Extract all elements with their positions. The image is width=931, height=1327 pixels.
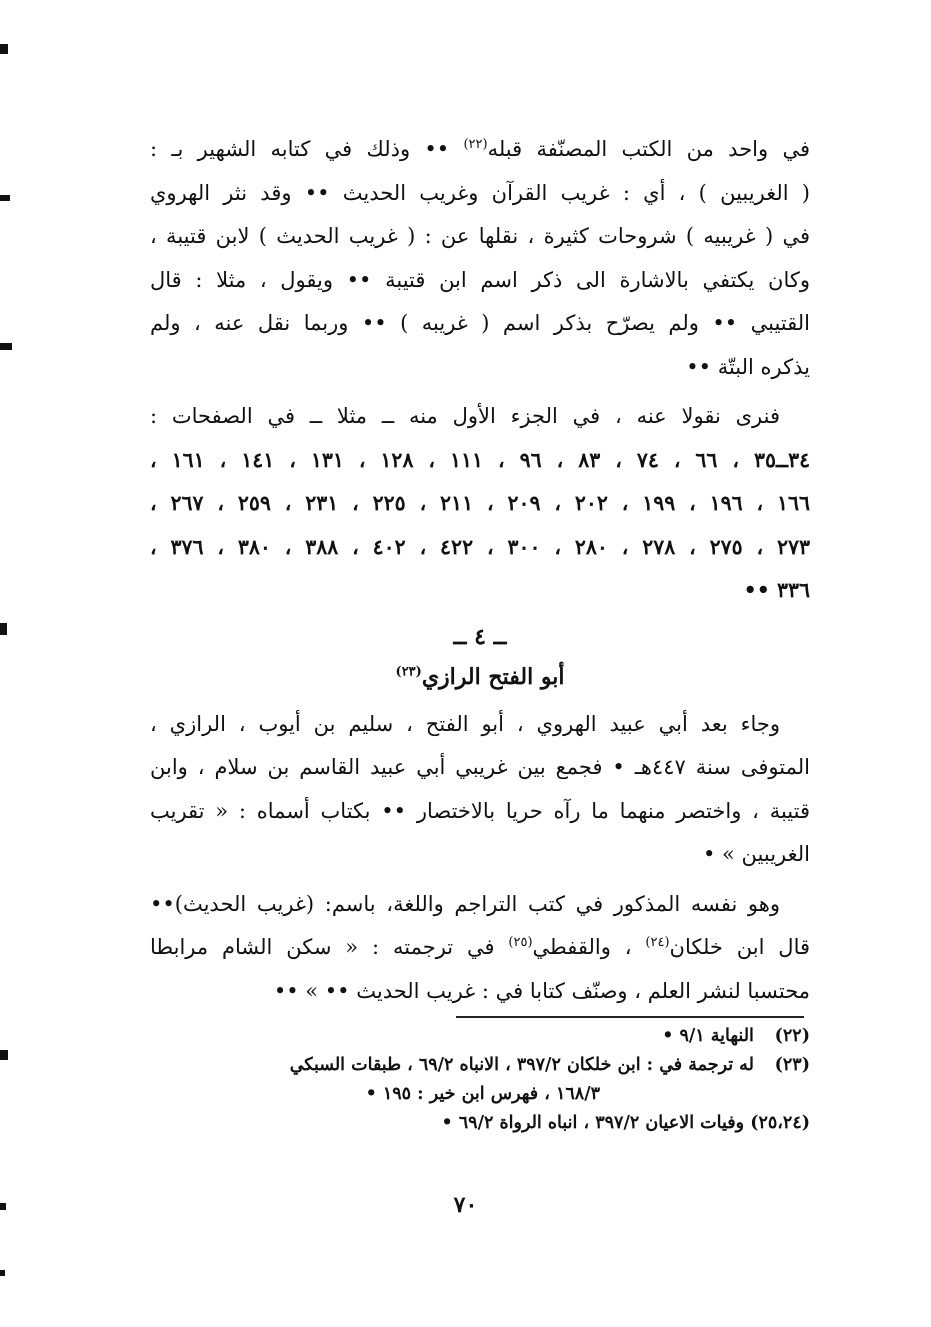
footnote-mark: (٢٥،٢٤) (750, 1113, 810, 1133)
footnote-ref[interactable]: (٢٤) (645, 935, 670, 950)
footnote-ref[interactable]: (٢٢) (463, 137, 488, 152)
footnote-ref[interactable]: (٢٥) (508, 935, 533, 950)
main-text (150, 128, 810, 1013)
section-title: أبو الفتح الرازي$^{(٢٣)}$ (395, 663, 565, 690)
page-refs-line: ٢٧٣ ، ٢٧٥ ، ٢٧٨ ، ٢٨٠ ، ٣٠٠ ، ٤٢٢ ، ٤٠٢ ، ٣٨٨ ، ٣٨٠ ، ٣٧٦ ، (150, 534, 811, 559)
scan-speck (0, 1050, 8, 1060)
text-line: فنرى نقولا عنه ، في الجزء الأول منه ــ مثلا ــ في الصفحات : (150, 404, 780, 428)
page-number: ٧٠ (453, 1192, 478, 1218)
text-line: المتوفى سنة ٤٤٧هـ • فجمع بين غريبي أبي عبيد القاسم بن سلام ، وابن (150, 755, 810, 779)
text-line: في ( غريبيه ) شروحات كثيرة ، نقلها عن : ( غريب الحديث ) لابن قتيبة ، (150, 224, 810, 248)
scan-speck (0, 44, 8, 54)
footnote-continuation: ١٦٨/٣ ، فهرس ابن خير : ١٩٥ • (365, 1084, 600, 1104)
footnote: (٢٥،٢٤) وفيات الاعيان ٣٩٧/٢ ، انباه الرواة ٦٩/٢ • (150, 1109, 810, 1138)
footnote-divider (456, 1016, 804, 1018)
page-refs-line: ٣٣٦ •• (743, 578, 810, 602)
text-line: في واحد من الكتب المصنّفة قبله$^{(٢٢)}$ •• وذلك في كتابه الشهير بـ : (150, 137, 810, 161)
scan-speck (0, 195, 10, 201)
text-line: قال ابن خلكان$^{(٢٤)}$ ، والقفطي$^{(٢٥)}$ في ترجمته : « سكن الشام مرابطا (150, 935, 811, 959)
footnote: (٢٣) له ترجمة في : ابن خلكان ٣٩٧/٢ ، الانباه ٦٩/٢ ، طبقات السبكي (150, 1051, 810, 1080)
text-line: وجاء بعد أبي عبيد الهروي ، أبو الفتح ، سليم بن أيوب ، الرازي ، (150, 711, 780, 736)
footnote-ref[interactable]: (٢٣) (395, 664, 422, 680)
text-line: الغريبين » • (702, 842, 810, 866)
footnote-mark: (٢٢) (774, 1026, 810, 1046)
footnote-mark: (٢٣) (774, 1055, 810, 1075)
text-line: وهو نفسه المذكور في كتب التراجم واللغة، باسم: (غريب الحديث)•• (150, 891, 780, 916)
text-line: وكان يكتفي بالاشارة الى ذكر اسم ابن قتيبة •• ويقول ، مثلا : قال (150, 267, 810, 292)
footnote: (٢٢) النهاية ٩/١ • (150, 1022, 810, 1051)
scan-speck (0, 1203, 6, 1210)
text-line: ( الغريبين ) ، أي : غريب القرآن وغريب الحديث •• وقد نثر الهروي (150, 180, 810, 205)
page-refs-line: ٣٤ــ٣٥ ، ٦٦ ، ٧٤ ، ٨٣ ، ٩٦ ، ١١١ ، ١٢٨ ، ١٣١ ، ١٤١ ، ١٦١ ، (150, 447, 811, 472)
scan-speck (0, 343, 12, 350)
text-line: القتيبي •• ولم يصرّح بذكر اسم ( غريبه ) •• وربما نقل عنه ، ولم (150, 311, 810, 335)
text-line: قتيبة ، واختصر منهما ما رآه حريا بالاختصار •• بكتاب أسماه : « تقريب (150, 798, 810, 823)
section-number: ــ ٤ ــ (453, 623, 507, 650)
page-refs-line: ١٦٦ ، ١٩٦ ، ١٩٩ ، ٢٠٢ ، ٢٠٩ ، ٢١١ ، ٢٢٥ ، ٢٣١ ، ٢٥٩ ، ٢٦٧ ، (150, 491, 811, 515)
text-line: يذكره البتّة •• (686, 354, 810, 379)
text-line: محتسبا لنشر العلم ، وصنّف كتابا في : غريب الحديث •• » •• (273, 978, 810, 1003)
footnotes (150, 1022, 810, 1138)
scan-speck (0, 1270, 5, 1276)
scan-speck (0, 623, 7, 635)
